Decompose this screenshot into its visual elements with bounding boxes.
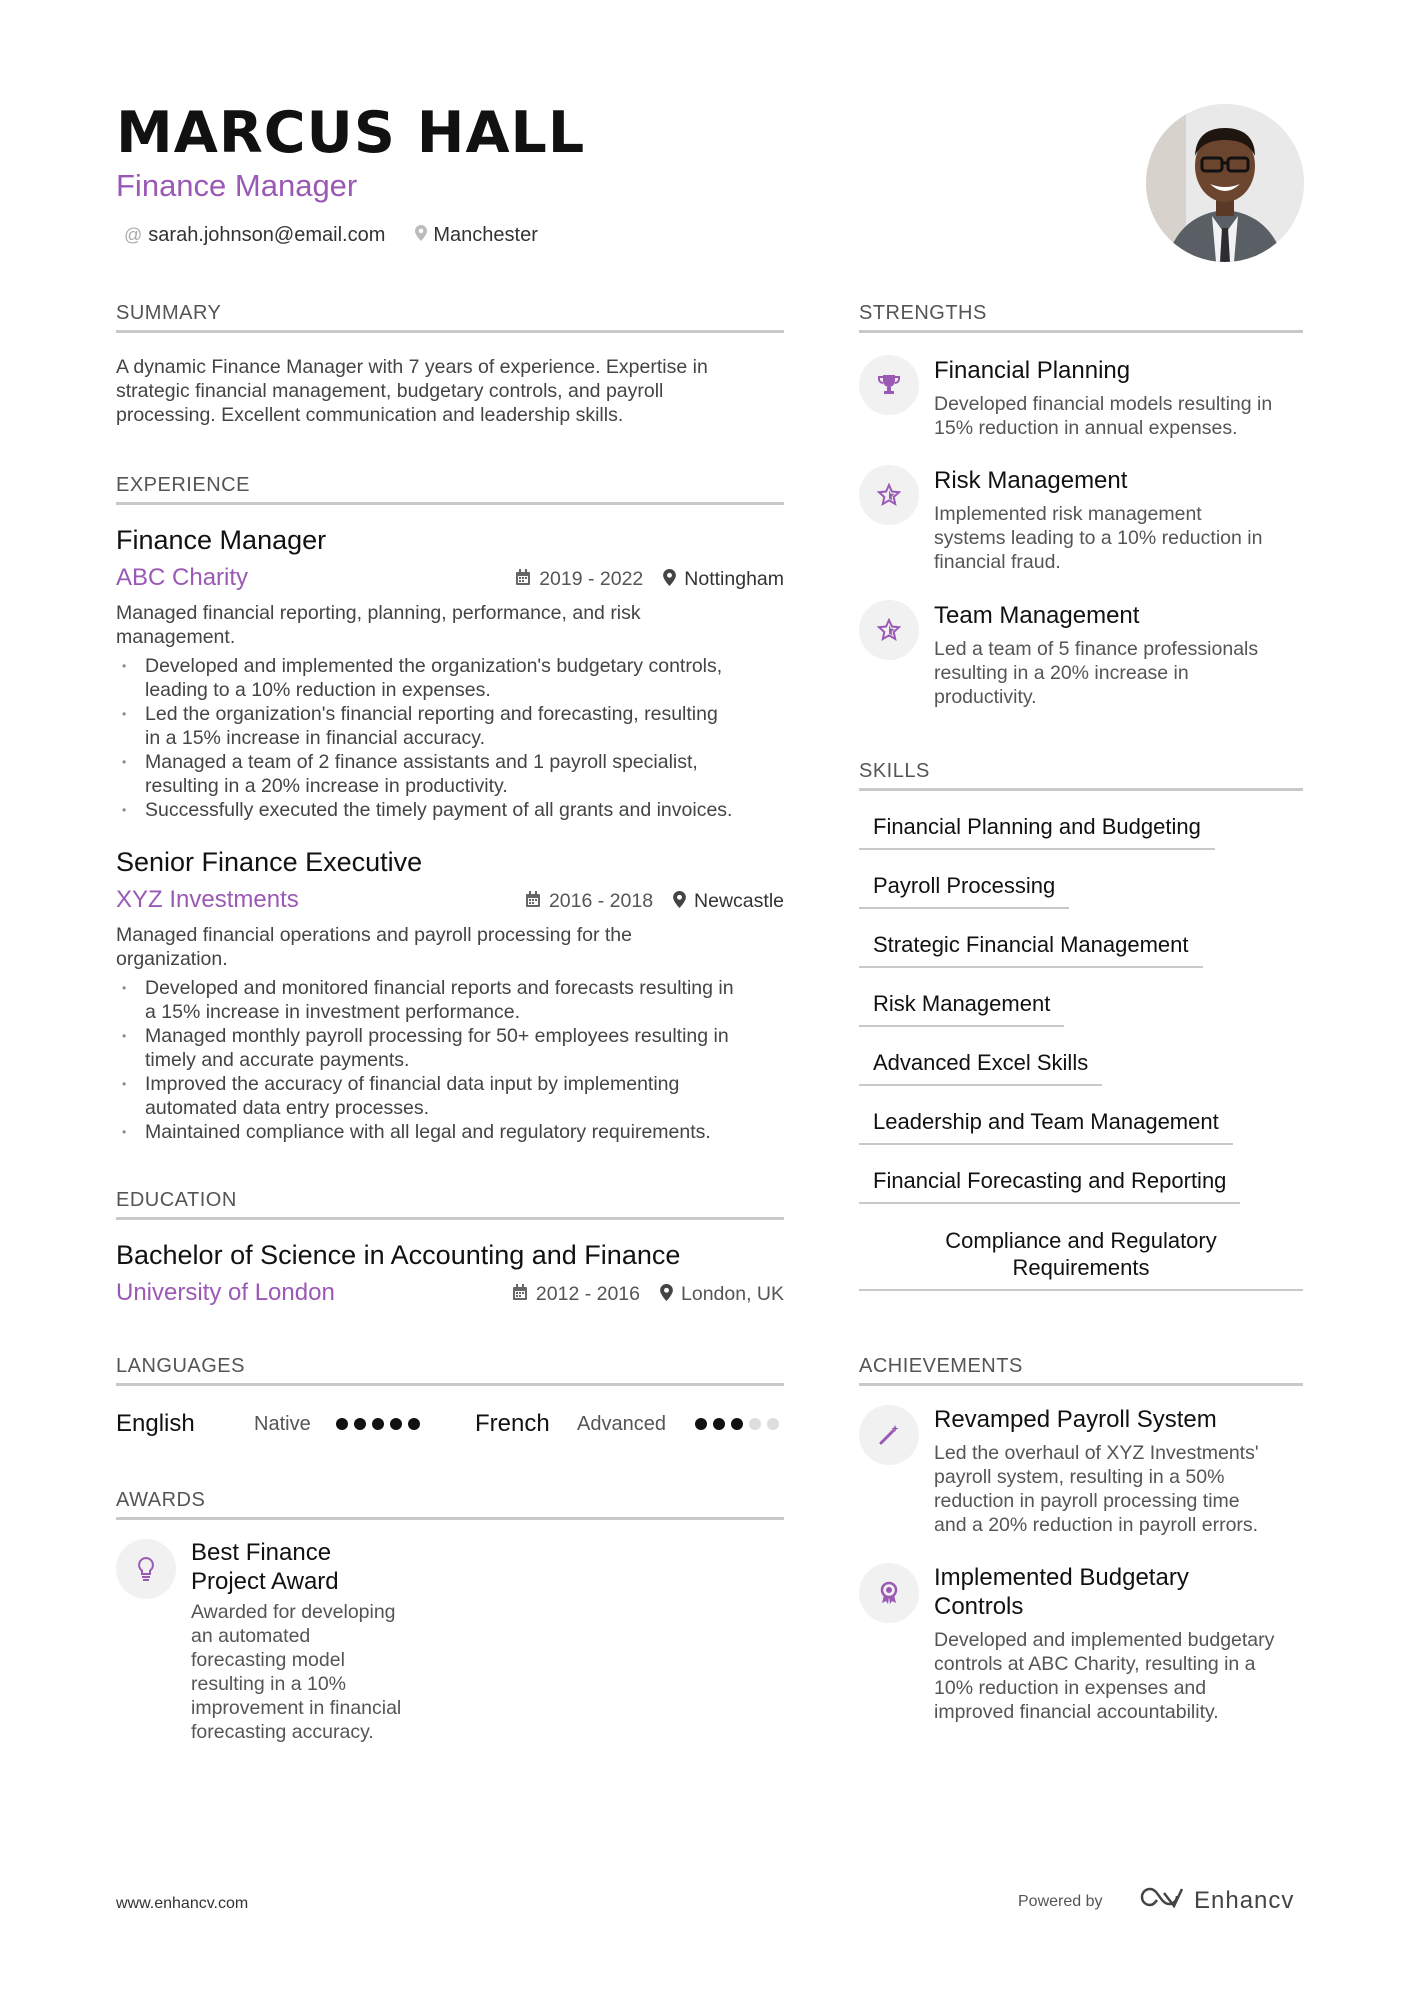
job-bullets: [116, 654, 784, 822]
language-rating: [336, 1418, 420, 1430]
summary-line: strategic financial management, budgetary controls, and payroll: [116, 380, 664, 402]
job-desc-line: organization.: [116, 948, 228, 970]
powered-by-label: Powered by: [1018, 1893, 1103, 1910]
school-name[interactable]: University of London: [116, 1279, 335, 1306]
award-desc-line: an automated: [191, 1625, 311, 1647]
job-desc-line: Managed financial operations and payroll processing for the: [116, 924, 632, 946]
skill-tag: Advanced Excel Skills: [859, 1050, 1102, 1086]
bullet-item: [116, 1024, 784, 1072]
language-level: Advanced: [577, 1412, 666, 1435]
degree-title: Bachelor of Science in Accounting and Finance: [116, 1240, 681, 1270]
rating-dot-filled: [372, 1418, 384, 1430]
rating-dot-filled: [390, 1418, 402, 1430]
achievement-description: [934, 1628, 1274, 1724]
strength-desc-line: Implemented risk management: [934, 503, 1202, 525]
bullet-item: [116, 702, 784, 750]
achievement-desc-line: and a 20% reduction in payroll errors.: [934, 1514, 1259, 1536]
job-dates: 2016 - 2018: [548, 890, 654, 912]
bullet-line: • Successfully executed the timely payment of all grants and invoices.: [145, 799, 733, 821]
strength-description: [934, 502, 1262, 574]
language-item: [116, 1410, 420, 1438]
language-name: English: [116, 1410, 195, 1437]
bullet-item: [116, 1072, 784, 1120]
language-level: Native: [254, 1412, 311, 1435]
summary-line: A dynamic Finance Manager with 7 years of experience. Expertise in: [116, 356, 708, 378]
candidate-name: MARCUS HALL: [116, 100, 586, 166]
job-description: [116, 601, 641, 649]
location-pin-icon: [673, 891, 686, 913]
achievement-desc-line: 10% reduction in expenses and: [934, 1677, 1207, 1699]
strength-desc-line: productivity.: [934, 686, 1037, 708]
skill-tag: [859, 1227, 1303, 1291]
strengths-heading: STRENGTHS: [859, 302, 1303, 333]
award-title-line: Project Award: [191, 1568, 339, 1595]
rating-dot-filled: [713, 1418, 725, 1430]
enhancv-brand-text: Enhancv: [1194, 1886, 1295, 1914]
email-text: sarah.johnson@email.com: [148, 224, 386, 246]
achievements-heading: ACHIEVEMENTS: [859, 1355, 1303, 1386]
summary-text: [116, 355, 708, 427]
star-icon: [859, 465, 919, 525]
rating-dot-filled: [731, 1418, 743, 1430]
magic-wand-icon: [859, 1405, 919, 1465]
bullet-line: • Developed and monitored financial reports and forecasts resulting in: [145, 977, 734, 999]
job-location: Newcastle: [694, 890, 784, 912]
education-location: London, UK: [681, 1283, 784, 1305]
rating-dot-filled: [408, 1418, 420, 1430]
award-desc-line: forecasting accuracy.: [191, 1721, 374, 1743]
bullet-line: • Managed monthly payroll processing for 50+ employees resulting in: [145, 1025, 729, 1047]
location-pin-icon: [415, 225, 427, 246]
achievement-desc-line: payroll system, resulting in a 50%: [934, 1466, 1225, 1488]
achievement-desc-line: Led the overhaul of XYZ Investments': [934, 1442, 1259, 1464]
achievement-title: Revamped Payroll System: [934, 1406, 1217, 1433]
rating-dot-filled: [336, 1418, 348, 1430]
location-text: Manchester: [433, 224, 538, 246]
award-desc-line: improvement in financial: [191, 1697, 402, 1719]
awards-heading: AWARDS: [116, 1489, 784, 1520]
award-desc-line: Awarded for developing: [191, 1601, 396, 1623]
achievement-description: [934, 1441, 1259, 1537]
footer-url[interactable]: www.enhancv.com: [116, 1895, 249, 1912]
job-title: Finance Manager: [116, 525, 327, 555]
enhancv-logo-icon: [1138, 1885, 1186, 1916]
award-description: [191, 1600, 401, 1744]
rating-dot-empty: [749, 1418, 761, 1430]
job-meta: [525, 890, 784, 913]
skill-tag: Financial Forecasting and Reporting: [859, 1168, 1240, 1204]
strength-desc-line: Led a team of 5 finance professionals: [934, 638, 1259, 660]
rating-dot-filled: [354, 1418, 366, 1430]
candidate-title: Finance Manager: [116, 168, 358, 203]
trophy-icon: [859, 355, 919, 415]
calendar-icon: [512, 1284, 528, 1306]
bullet-line: • Led the organization's financial reporting and forecasting, resulting: [145, 703, 718, 725]
skill-tag: Risk Management: [859, 991, 1064, 1027]
bullet-line: • Maintained compliance with all legal and regulatory requirements.: [145, 1121, 711, 1143]
bullet-item: [116, 750, 784, 798]
strength-title: Financial Planning: [934, 357, 1131, 384]
summary-line: processing. Excellent communication and leadership skills.: [116, 404, 624, 426]
bullet-item: [116, 1120, 784, 1144]
language-rating: [695, 1418, 779, 1430]
strength-desc-line: financial fraud.: [934, 551, 1061, 573]
bullet-line: in a 15% increase in financial accuracy.: [145, 727, 485, 749]
achievement-title-line: Controls: [934, 1593, 1024, 1620]
award-desc-line: resulting in a 10%: [191, 1673, 347, 1695]
enhancv-logo[interactable]: [1138, 1885, 1294, 1916]
location-item: [415, 224, 538, 247]
job-title: Senior Finance Executive: [116, 847, 423, 877]
skills-heading: SKILLS: [859, 760, 1303, 791]
strength-desc-line: 15% reduction in annual expenses.: [934, 417, 1238, 439]
job-company[interactable]: XYZ Investments: [116, 886, 299, 913]
bullet-item: [116, 654, 784, 702]
skill-tag-line: Compliance and Regulatory: [945, 1228, 1217, 1253]
achievement-desc-line: Developed and implemented budgetary: [934, 1629, 1275, 1651]
location-pin-icon: [663, 569, 676, 591]
bullet-line: leading to a 10% reduction in expenses.: [145, 679, 491, 701]
job-desc-line: management.: [116, 626, 236, 648]
rating-dot-filled: [695, 1418, 707, 1430]
bullet-line: resulting in a 20% increase in productivity.: [145, 775, 508, 797]
bullet-item: [116, 798, 784, 822]
award-ribbon-icon: [859, 1563, 919, 1623]
strength-title: Team Management: [934, 602, 1140, 629]
job-dates: 2019 - 2022: [539, 568, 644, 590]
strength-description: [934, 392, 1272, 440]
bullet-item: [116, 976, 784, 1024]
achievement-title-line: Implemented Budgetary: [934, 1564, 1189, 1591]
skill-tag: Leadership and Team Management: [859, 1109, 1233, 1145]
award-desc-line: forecasting model: [191, 1649, 345, 1671]
education-heading: EDUCATION: [116, 1189, 784, 1220]
education-dates: 2012 - 2016: [535, 1283, 640, 1305]
star-icon: [859, 600, 919, 660]
bullet-line: • Developed and implemented the organization's budgetary controls,: [145, 655, 723, 677]
skill-tag-line: Requirements: [1012, 1255, 1150, 1280]
job-meta: [515, 568, 784, 591]
strength-desc-line: Developed financial models resulting in: [934, 393, 1273, 415]
summary-heading: SUMMARY: [116, 302, 784, 333]
contact-row: [124, 224, 538, 247]
languages-heading: LANGUAGES: [116, 1355, 784, 1386]
bullet-line: a 15% increase in investment performance.: [145, 1001, 521, 1023]
job-company[interactable]: ABC Charity: [116, 564, 249, 591]
bullet-line: • Managed a team of 2 finance assistants and 1 payroll specialist,: [145, 751, 698, 773]
email-item[interactable]: [124, 224, 385, 247]
experience-heading: EXPERIENCE: [116, 474, 784, 505]
skill-tag: Financial Planning and Budgeting: [859, 814, 1215, 850]
achievement-desc-line: reduction in payroll processing time: [934, 1490, 1240, 1512]
strength-description: [934, 637, 1258, 709]
profile-photo: [1146, 104, 1304, 262]
bullet-line: automated data entry processes.: [145, 1097, 429, 1119]
strength-desc-line: resulting in a 20% increase in: [934, 662, 1189, 684]
award-title-line: Best Finance: [191, 1539, 332, 1566]
calendar-icon: [515, 569, 531, 591]
bullet-line: timely and accurate payments.: [145, 1049, 410, 1071]
bullet-line: • Improved the accuracy of financial data input by implementing: [145, 1073, 680, 1095]
lightbulb-icon: [116, 1539, 176, 1599]
achievement-title: [934, 1563, 1189, 1621]
skill-tag: Payroll Processing: [859, 873, 1069, 909]
at-icon: @: [124, 225, 143, 245]
education-meta: [512, 1283, 784, 1306]
calendar-icon: [525, 891, 541, 913]
job-desc-line: Managed financial reporting, planning, performance, and risk: [116, 602, 641, 624]
job-location: Nottingham: [684, 568, 784, 590]
language-name: French: [475, 1410, 550, 1437]
job-description: [116, 923, 632, 971]
strength-title: Risk Management: [934, 467, 1128, 494]
achievement-desc-line: controls at ABC Charity, resulting in a: [934, 1653, 1256, 1675]
rating-dot-empty: [767, 1418, 779, 1430]
award-title: [191, 1538, 339, 1596]
language-item: [475, 1410, 779, 1438]
achievement-desc-line: improved financial accountability.: [934, 1701, 1219, 1723]
skill-tag: Strategic Financial Management: [859, 932, 1203, 968]
job-bullets: [116, 976, 784, 1144]
strength-desc-line: systems leading to a 10% reduction in: [934, 527, 1263, 549]
location-pin-icon: [660, 1284, 673, 1306]
